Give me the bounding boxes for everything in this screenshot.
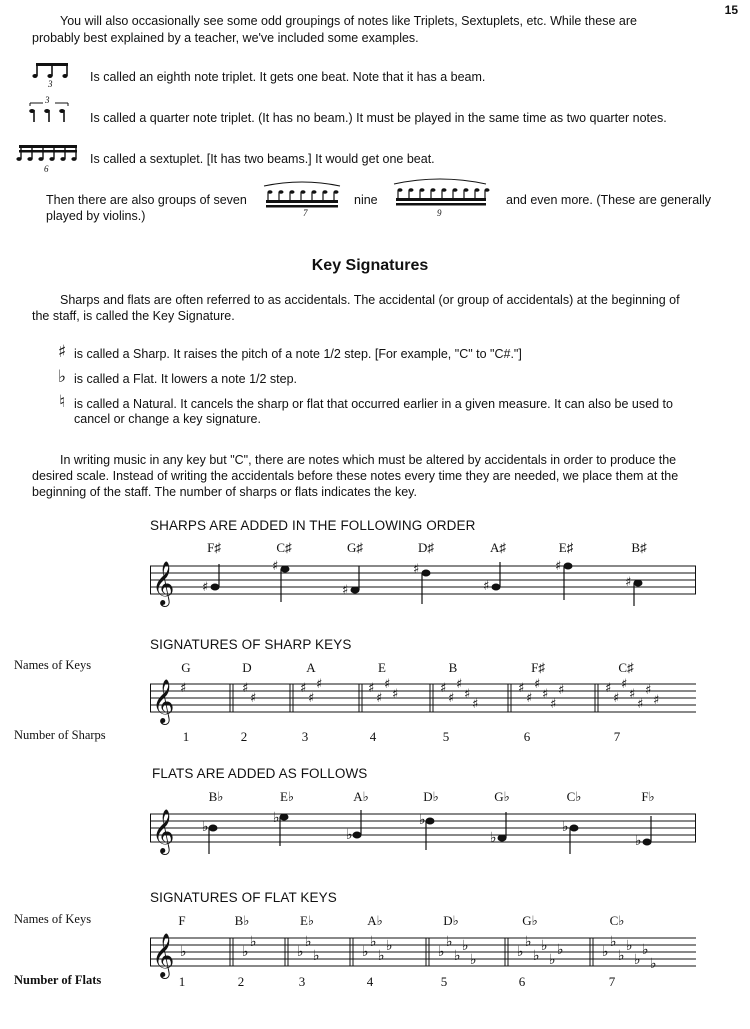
svg-text:♭: ♭ [370, 934, 377, 950]
svg-text:♯: ♯ [316, 677, 323, 692]
svg-text:♭: ♭ [250, 934, 257, 950]
sharp-keys-staff [150, 674, 700, 724]
quarter-triplet-figure [28, 98, 72, 128]
groups-text-c: and even more. (These are generally [506, 193, 711, 207]
treble-clef-icon: 𝄞 [152, 561, 175, 605]
flat-keys-names-label: Names of Keys [14, 912, 92, 926]
svg-text:♭: ♭ [180, 944, 187, 960]
svg-text:♯: ♯ [456, 677, 463, 692]
natural-icon: ♮ [58, 392, 66, 412]
sharp-keys-count-label: Number of Sharps [14, 728, 106, 742]
sextuplet-figure [16, 142, 82, 168]
treble-clef-icon: 𝄞 [152, 933, 175, 977]
sharp-keys-title: SIGNATURES OF SHARP KEYS [150, 637, 352, 652]
svg-text:♭: ♭ [273, 810, 280, 826]
groups-text-b: nine [354, 193, 378, 207]
key-para-line-2: desired scale. Instead of writing the accidentals before these notes every time they are needed, we place them at the [32, 469, 679, 483]
accidentals-para-line-1: Sharps and flats are often referred to as accidentals. The accidental (or group of accidentals) at the beginning of [60, 293, 680, 307]
flat-keys-staff [150, 928, 700, 977]
svg-text:♯: ♯ [645, 683, 652, 698]
sharps-order-staff [150, 556, 700, 606]
sharp-order-name: G♯ [347, 540, 363, 555]
flat-key-name: E♭ [299, 913, 315, 928]
sharp-key-name: G [181, 660, 191, 675]
svg-text:♯: ♯ [272, 559, 279, 574]
seven-group-figure [262, 180, 344, 210]
svg-text:♭: ♭ [549, 952, 556, 968]
svg-text:♭: ♭ [634, 952, 641, 968]
svg-text:♭: ♭ [346, 827, 353, 843]
svg-text:♭: ♭ [610, 934, 617, 950]
svg-text:♯: ♯ [464, 687, 471, 702]
sharp-order-name: E♯ [558, 540, 574, 555]
svg-text:♯: ♯ [629, 687, 636, 702]
sextuplet-text: Is called a sextuplet. [It has two beams.] It would get one beat. [90, 152, 435, 166]
flat-count: 6 [518, 974, 526, 989]
sharp-definition: is called a Sharp. It raises the pitch of a note 1/2 step. [For example, "C" to "C#."] [74, 347, 522, 361]
flat-order-name: B♭ [208, 789, 224, 804]
sharp-order-name: D♯ [418, 540, 434, 555]
svg-text:♯: ♯ [376, 691, 383, 706]
treble-clef-icon: 𝄞 [152, 809, 175, 853]
sharps-order-title: SHARPS ARE ADDED IN THE FOLLOWING ORDER [150, 518, 476, 533]
flat-order-name: C♭ [566, 789, 582, 804]
flat-count: 4 [366, 974, 374, 989]
page-number: 15 [724, 3, 738, 17]
eighth-triplet-figure [34, 60, 74, 90]
svg-text:♭: ♭ [618, 948, 625, 964]
sharp-count: 2 [240, 729, 248, 744]
svg-text:♯: ♯ [384, 677, 391, 692]
sharp-count: 7 [613, 729, 621, 744]
svg-text:♭: ♭ [202, 819, 209, 835]
natural-definition-line-1: is called a Natural. It cancels the sharp or flat that occurred earlier in a given measure. It can also be used to [74, 397, 673, 411]
flat-key-name: C♭ [609, 913, 625, 928]
svg-text:♯: ♯ [558, 683, 565, 698]
svg-text:♯: ♯ [518, 681, 525, 696]
svg-text:♯: ♯ [605, 681, 612, 696]
sharp-icon: ♯ [57, 342, 67, 362]
eighth-triplet-number: 3 [48, 79, 53, 89]
svg-text:♯: ♯ [413, 562, 420, 577]
svg-text:♭: ♭ [378, 948, 385, 964]
svg-text:♯: ♯ [392, 687, 399, 702]
svg-text:♭: ♭ [490, 830, 497, 846]
svg-text:♭: ♭ [517, 944, 524, 960]
svg-text:♭: ♭ [305, 934, 312, 950]
eighth-triplet-text: Is called an eighth note triplet. It gets one beat. Note that it has a beam. [90, 70, 486, 84]
svg-text:♯: ♯ [440, 681, 447, 696]
svg-text:♭: ♭ [242, 944, 249, 960]
svg-text:♯: ♯ [308, 691, 315, 706]
flat-count: 7 [608, 974, 616, 989]
svg-text:♯: ♯ [472, 697, 479, 712]
sharp-count: 6 [523, 729, 531, 744]
sharp-order-name: F♯ [207, 540, 221, 555]
nine-group-number: 9 [437, 208, 442, 218]
treble-clef-icon: 𝄞 [152, 679, 175, 723]
flat-keys-title: SIGNATURES OF FLAT KEYS [150, 890, 337, 905]
flat-count: 2 [237, 974, 245, 989]
svg-text:♯: ♯ [637, 697, 644, 712]
svg-text:♯: ♯ [534, 677, 541, 692]
sharp-order-name: C♯ [276, 540, 292, 555]
sharp-key-name: A [306, 660, 316, 675]
flat-count: 1 [178, 974, 186, 989]
flat-count: 5 [440, 974, 448, 989]
svg-text:♭: ♭ [462, 938, 469, 954]
svg-text:♯: ♯ [526, 691, 533, 706]
sharp-key-name: E [378, 660, 386, 675]
sextuplet-number: 6 [44, 164, 49, 174]
flat-key-name: F [178, 913, 186, 928]
svg-text:♯: ♯ [300, 681, 307, 696]
natural-definition-line-2: cancel or change a key signature. [74, 412, 261, 426]
sharp-order-name: A♯ [490, 540, 506, 555]
sharp-key-name: C♯ [618, 660, 634, 675]
svg-text:♯: ♯ [653, 693, 660, 708]
svg-text:♭: ♭ [525, 934, 532, 950]
flat-key-name: D♭ [443, 913, 459, 928]
svg-text:♯: ♯ [250, 691, 257, 706]
svg-text:♯: ♯ [180, 681, 187, 696]
svg-text:♯: ♯ [625, 575, 632, 590]
svg-text:♯: ♯ [202, 580, 209, 595]
svg-text:♯: ♯ [448, 691, 455, 706]
svg-text:♭: ♭ [446, 934, 453, 950]
seven-group-number: 7 [303, 208, 308, 218]
flat-definition: is called a Flat. It lowers a note 1/2 step. [74, 372, 298, 386]
accidentals-para-line-2: the staff, is called the Key Signature. [32, 309, 235, 323]
flats-order-title: FLATS ARE ADDED AS FOLLOWS [152, 766, 368, 781]
sharp-key-name: F♯ [531, 660, 545, 675]
svg-text:♭: ♭ [470, 952, 477, 968]
flat-keys-count-label: Number of Flats [14, 973, 102, 987]
sharp-keys-names-label: Names of Keys [14, 658, 92, 672]
svg-text:♭: ♭ [297, 944, 304, 960]
svg-text:♭: ♭ [419, 812, 426, 828]
svg-text:♯: ♯ [621, 677, 628, 692]
quarter-triplet-text: Is called a quarter note triplet. (It has no beam.) It must be played in the same time as two quarter notes. [90, 111, 667, 125]
flat-order-name: F♭ [641, 789, 655, 804]
sharp-order-name: B♯ [631, 540, 647, 555]
flat-key-name: B♭ [234, 913, 250, 928]
flat-order-name: G♭ [494, 789, 510, 804]
flat-key-name: A♭ [367, 913, 383, 928]
svg-text:♭: ♭ [557, 942, 564, 958]
groups-text-a: Then there are also groups of seven [46, 193, 247, 207]
svg-text:♯: ♯ [483, 579, 490, 594]
quarter-triplet-number: 3 [45, 95, 50, 105]
sharp-key-name: D [242, 660, 252, 675]
svg-text:♭: ♭ [541, 938, 548, 954]
key-para-line-3: beginning of the staff. The number of sharps or flats indicates the key. [32, 485, 417, 499]
svg-text:♯: ♯ [542, 687, 549, 702]
svg-text:♭: ♭ [562, 819, 569, 835]
svg-text:♯: ♯ [613, 691, 620, 706]
svg-text:♯: ♯ [242, 681, 249, 696]
sharp-count: 3 [301, 729, 309, 744]
key-para-line-1: In writing music in any key but "C", there are notes which must be altered by accidentals in order to produce the [60, 453, 677, 467]
intro-line-2: probably best explained by a teacher, we've included some examples. [32, 31, 419, 45]
nine-group-figure [392, 176, 490, 208]
svg-text:♭: ♭ [438, 944, 445, 960]
svg-text:♭: ♭ [602, 944, 609, 960]
svg-text:♭: ♭ [650, 956, 657, 972]
sharp-count: 1 [182, 729, 190, 744]
svg-text:♯: ♯ [555, 559, 562, 574]
sharp-count: 5 [442, 729, 450, 744]
svg-text:♯: ♯ [368, 681, 375, 696]
svg-text:♯: ♯ [342, 583, 349, 598]
groups-text-d: played by violins.) [46, 209, 146, 223]
intro-line-1: You will also occasionally see some odd groupings of notes like Triplets, Sextuplets, etc. While these are [60, 14, 637, 28]
flat-order-name: E♭ [279, 789, 295, 804]
key-signatures-heading: Key Signatures [311, 257, 429, 274]
flat-order-name: D♭ [423, 789, 439, 804]
flat-key-name: G♭ [522, 913, 538, 928]
flat-icon: ♭ [57, 367, 67, 387]
svg-text:♭: ♭ [313, 948, 320, 964]
svg-text:♭: ♭ [386, 938, 393, 954]
svg-text:♭: ♭ [635, 833, 642, 849]
flats-order-staff [150, 804, 700, 858]
svg-text:♭: ♭ [362, 944, 369, 960]
sharp-count: 4 [369, 729, 377, 744]
svg-text:♭: ♭ [626, 938, 633, 954]
svg-text:♭: ♭ [454, 948, 461, 964]
svg-text:♭: ♭ [642, 942, 649, 958]
flat-order-name: A♭ [353, 789, 369, 804]
sharp-key-name: B [448, 660, 458, 675]
svg-text:♭: ♭ [533, 948, 540, 964]
svg-text:♯: ♯ [550, 697, 557, 712]
flat-count: 3 [298, 974, 306, 989]
